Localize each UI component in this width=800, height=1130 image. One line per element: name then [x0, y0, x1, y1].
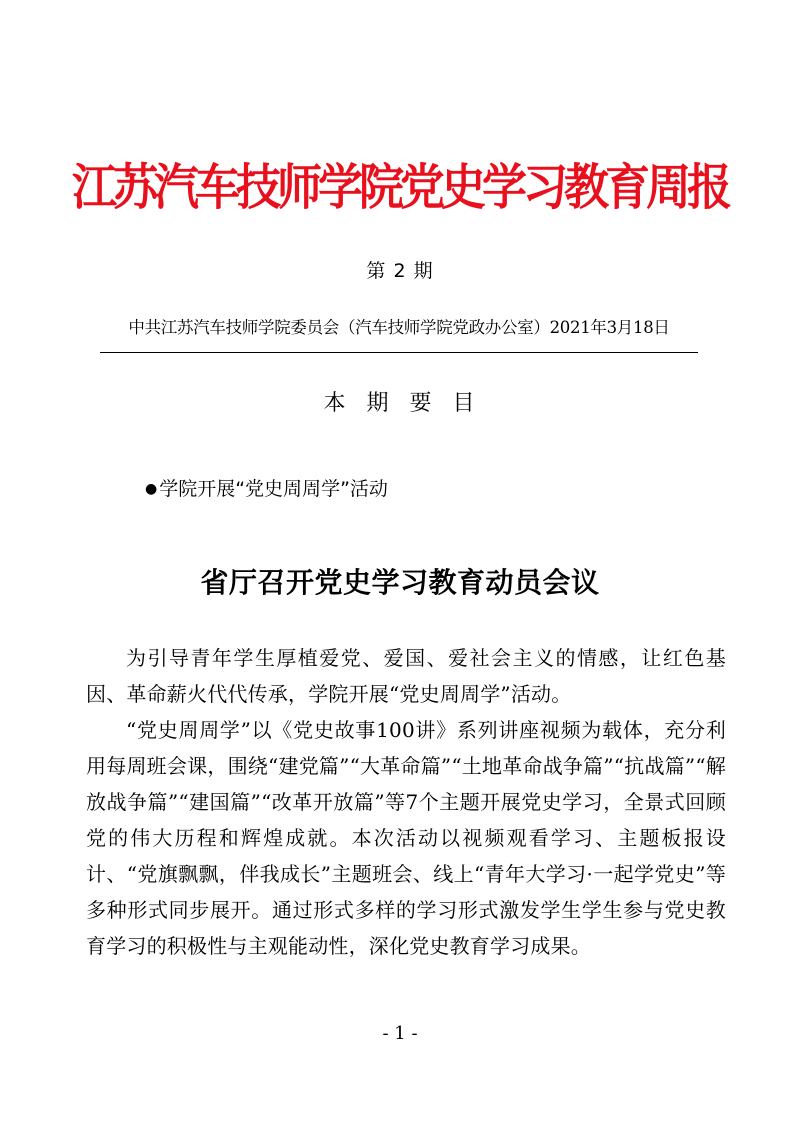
article-headline: 省厅召开党史学习教育动员会议	[200, 566, 600, 599]
toc-item[interactable]	[145, 475, 388, 503]
article-body	[86, 640, 726, 964]
article-paragraph: “党史周周学”以《党史故事100讲》系列讲座视频为载体，充分利用每周班会课，围绕“建党篇”“大革命篇”“土地革命战争篇”“抗战篇”“解放战争篇”“建国篇”“改革开放篇”等7个主题开展党史学习，全景式回顾党的伟大历程和辉煌成就。本次活动以视频观看学习、主题板报设计、“党旗飘飘，伴我成长”主题班会、线上“青年大学习·一起学党史”等多种形式同步展开。通过形式多样的学习形式激发学生学生参与党史教育学习的积极性与主观能动性，深化党史教育学习成果。	[86, 718, 726, 958]
toc-heading: 本 期 要 目	[323, 391, 477, 416]
issuer-line: 中共江苏汽车技师学院委员会（汽车技师学院党政办公室）2021年3月18日	[128, 318, 670, 337]
page-number: - 1 -	[382, 1023, 418, 1044]
issue-number: 第 2 期	[366, 260, 434, 282]
toc-item-label: 学院开展“党史周周学”活动	[159, 478, 388, 500]
header-divider	[100, 352, 698, 353]
masthead-title: 江苏汽车技师学院党史学习教育周报	[71, 158, 728, 217]
article-paragraph: 为引导青年学生厚植爱党、爱国、爱社会主义的情感，让红色基因、革命薪火代代传承，学院开展“党史周周学”活动。	[86, 646, 726, 706]
bullet-icon: ●	[145, 481, 158, 497]
